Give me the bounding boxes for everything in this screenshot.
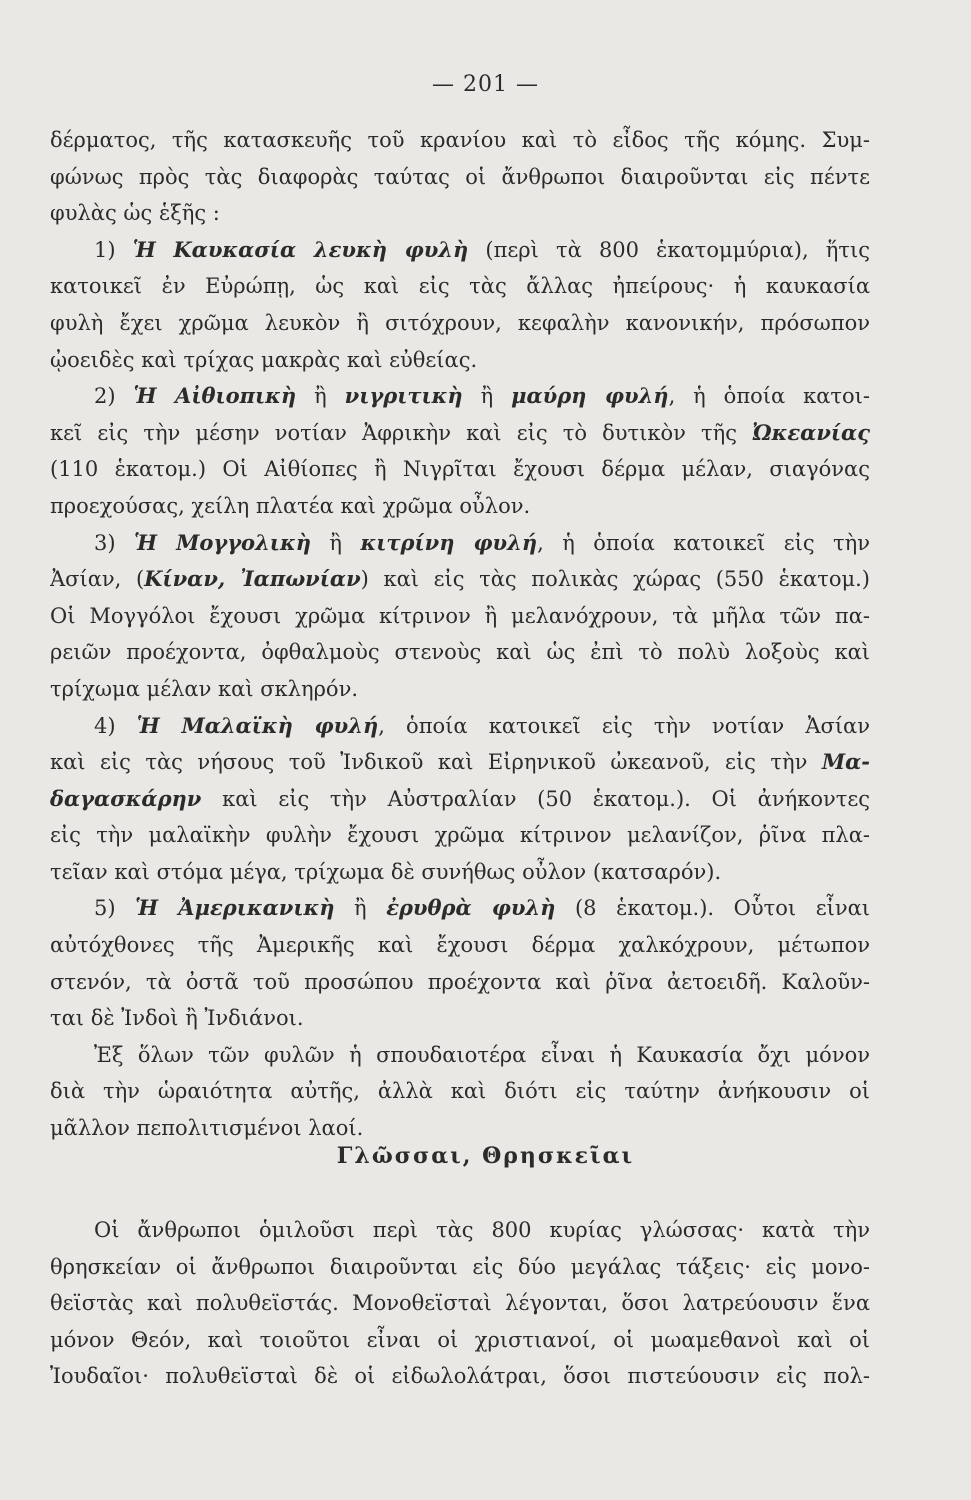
text-run: Ἀσίαν, ( (50, 567, 145, 592)
section-heading: Γλῶσσαι, Θρησκεῖαι (336, 1143, 635, 1169)
text-line: τρίχωμα μέλαν καὶ σκληρόν. (50, 676, 359, 701)
text-run: ἢ (334, 896, 387, 921)
text-line: (110 ἑκατομ.) Οἱ Αἰθίοπες ἢ Νιγρῖται ἔχουσι δέρμα μέλαν, σιαγόνας (50, 457, 870, 482)
race-name: νιγριτικὴ (344, 383, 463, 409)
text-line: στενόν, τὰ ὀστᾶ τοῦ προσώπου προέχοντα καὶ ῥῖνα ἀετοειδῆ. Καλοῦν- (50, 969, 870, 994)
text-line: ᾠοειδὲς καὶ τρίχας μακρὰς καὶ εὐθείας. (50, 347, 478, 372)
text-run: , ὁποία κατοικεῖ εἰς τὴν νοτίαν Ἀσίαν (378, 713, 870, 738)
item-number: 4) (94, 713, 137, 738)
race-name: κιτρίνη φυλή (360, 529, 538, 555)
text-run: ) καὶ εἰς τὰς πολικὰς χώρας (550 ἑκατομ.) (360, 567, 870, 592)
text-line: φυλὴ ἔχει χρῶμα λευκὸν ἢ σιτόχρουν, κεφαλὴν κανονικήν, πρόσωπον (50, 310, 870, 335)
place-name: Μα- (821, 749, 870, 775)
race-name: μαύρη φυλή (511, 383, 669, 409)
text-line: ρειῶν προέχοντα, ὀφθαλμοὺς στενοὺς καὶ ὡς ἐπὶ τὸ πολὺ λοξοὺς καὶ (50, 640, 870, 665)
item-number: 5) (94, 896, 136, 921)
race-name: Ἡ Μαλαϊκὴ φυλή (136, 712, 379, 738)
place-name: δαγασκάρην (50, 785, 202, 811)
text-line: εἰς τὴν μαλαϊκὴν φυλὴν ἔχουσι χρῶμα κίτρινον μελανίζον, ῥῖνα πλα- (50, 823, 870, 848)
paragraph-5-start (50, 890, 870, 927)
race-name: ἐρυθρὰ φυλὴ (386, 895, 556, 921)
text-run: (περὶ τὰ 800 ἑκατομμύρια), ἥτις (468, 237, 870, 262)
text-line (50, 781, 870, 818)
text-run: καὶ εἰς τὴν Αὐστραλίαν (50 ἑκατομ.). Οἱ ἀνήκοντες (201, 786, 870, 811)
text-line: Ἰουδαῖοι· πολυθεϊσταὶ δὲ οἱ εἰδωλολάτραι, ὅσοι πιστεύουσιν εἰς πολ- (50, 1364, 870, 1389)
text-run: ἢ (310, 530, 361, 555)
paragraph-1-start (50, 232, 870, 269)
text-line (50, 561, 870, 598)
race-name: Ἡ Μογγολικὴ (134, 529, 311, 555)
text-line: φώνως πρὸς τὰς διαφορὰς ταύτας οἱ ἄνθρωποι διαιροῦνται εἰς πέντε (50, 164, 870, 189)
section-text (50, 1212, 870, 1395)
main-text (50, 122, 870, 1147)
text-run: κεῖ εἰς τὴν μέσην νοτίαν Ἀφρικὴν καὶ εἰς τὸ δυτικὸν τῆς (50, 420, 753, 445)
text-line: κατοικεῖ ἐν Εὐρώπῃ, ὡς καὶ εἰς τὰς ἄλλας ἠπείρους· ἡ καυκασία (50, 274, 870, 299)
place-name: Κίναν, Ἰαπωνίαν (144, 566, 361, 592)
text-line (50, 415, 870, 452)
text-line: δέρματος, τῆς κατασκευῆς τοῦ κρανίου καὶ τὸ εἶδος τῆς κόμης. Συμ- (50, 128, 870, 152)
text-run: ἢ (462, 384, 512, 409)
text-run: , ἡ ὁποία κατοι- (668, 384, 870, 409)
text-line: μᾶλλον πεπολιτισμένοι λαοί. (50, 1116, 364, 1141)
paragraph-2-start (50, 378, 870, 415)
text-line: προεχούσας, χείλη πλατέα καὶ χρῶμα οὖλον. (50, 493, 531, 518)
place-name: Ὠκεανίας (752, 419, 870, 445)
text-run: , ἡ ὁποία κατοικεῖ εἰς τὴν (537, 530, 870, 555)
item-number: 1) (94, 237, 133, 262)
text-line: φυλὰς ὡς ἑξῆς : (50, 201, 220, 226)
item-number: 2) (94, 384, 134, 409)
text-line: θρησκείαν οἱ ἄνθρωποι διαιροῦνται εἰς δύο μεγάλας τάξεις· εἰς μονο- (50, 1254, 870, 1279)
text-line: διὰ τὴν ὡραιότητα αὐτῆς, ἀλλὰ καὶ διότι εἰς ταύτην ἀνήκουσιν οἱ (50, 1079, 870, 1104)
paragraph-6-start: Ἐξ ὅλων τῶν φυλῶν ἡ σπουδαιοτέρα εἶναι ἡ Καυκασία ὄχι μόνον (94, 1042, 870, 1067)
race-name: Ἡ Ἀμερικανικὴ (135, 895, 335, 921)
race-name: Ἡ Καυκασία λευκὴ φυλὴ (132, 236, 469, 262)
paragraph-7-start: Οἱ ἄνθρωποι ὁμιλοῦσι περὶ τὰς 800 κυρίας γλώσσας· κατὰ τὴν (94, 1218, 870, 1242)
text-line: μόνον Θεόν, καὶ τοιοῦτοι εἶναι οἱ χριστιανοί, οἱ μωαμεθανοὶ καὶ οἱ (50, 1327, 870, 1352)
paragraph-3-start (50, 525, 870, 562)
text-line: θεϊστὰς καὶ πολυθεϊστάς. Μονοθεϊσταὶ λέγονται, ὅσοι λατρεύουσιν ἕνα (50, 1291, 870, 1316)
text-run: (8 ἑκατομ.). Οὗτοι εἶναι (555, 896, 870, 921)
text-line: Οἱ Μογγόλοι ἔχουσι χρῶμα κίτρινον ἢ μελανόχρουν, τὰ μῆλα τῶν πα- (50, 603, 870, 628)
paragraph-4-start (50, 708, 870, 745)
page-number: — 201 — (432, 72, 539, 97)
text-line: ται δὲ Ἰνδοὶ ἢ Ἰνδιάνοι. (50, 1006, 304, 1031)
text-run: ἢ (296, 384, 345, 409)
text-line: αὐτόχθονες τῆς Ἀμερικῆς καὶ ἔχουσι δέρμα χαλκόχρουν, μέτωπον (50, 933, 870, 958)
text-line (50, 744, 870, 781)
race-name: Ἡ Αἰθιοπικὴ (133, 383, 297, 409)
text-line: τεῖαν καὶ στόμα μέγα, τρίχωμα δὲ συνήθως οὖλον (κατσαρόν). (50, 859, 722, 884)
item-number: 3) (94, 530, 135, 555)
text-run: καὶ εἰς τὰς νήσους τοῦ Ἰνδικοῦ καὶ Εἰρηνικοῦ ὠκεανοῦ, εἰς τὴν (50, 750, 822, 775)
